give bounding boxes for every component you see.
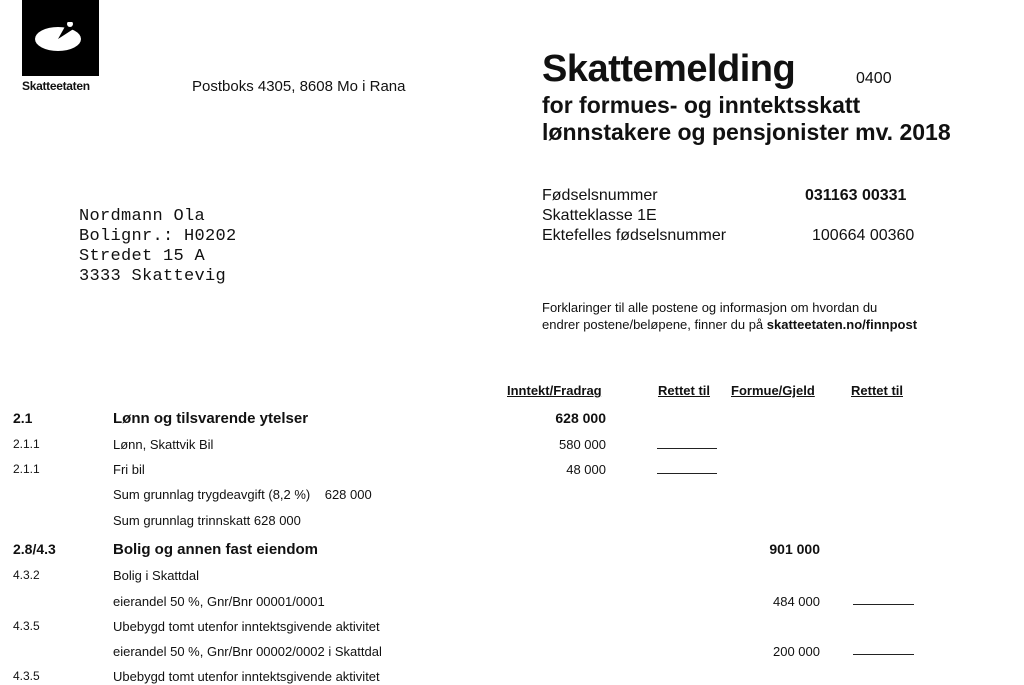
column-corrected-income: Rettet til	[658, 383, 710, 398]
row-description: Bolig i Skattdal	[113, 568, 199, 583]
row-code: 2.1.1	[13, 462, 40, 476]
row-wealth: 901 000	[769, 541, 820, 557]
row-income: 580 000	[559, 437, 606, 452]
recipient-unit: Bolignr.: H0202	[79, 227, 237, 246]
recipient-street: Stredet 15 A	[79, 247, 206, 266]
fnr-label: Fødselsnummer	[542, 187, 658, 204]
logo-text: Skatteetaten	[22, 79, 90, 93]
column-wealth: Formue/Gjeld	[731, 383, 815, 398]
corrected-income-field[interactable]	[657, 473, 717, 474]
recipient-name: Nordmann Ola	[79, 207, 206, 226]
row-income: 48 000	[566, 462, 606, 477]
document-title: Skattemelding	[542, 48, 796, 90]
row-code: 2.8/4.3	[13, 541, 56, 557]
row-description: Bolig og annen fast eiendom	[113, 541, 319, 558]
corrected-income-field[interactable]	[657, 448, 717, 449]
form-code: 0400	[856, 70, 892, 87]
row-description: Sum grunnlag trinnskatt 628 000	[113, 513, 301, 528]
row-code: 2.1.1	[13, 437, 40, 451]
logo-mark-icon	[33, 22, 83, 52]
logo	[22, 0, 99, 76]
tax-class: Skatteklasse 1E	[542, 207, 657, 224]
row-code: 4.3.5	[13, 619, 40, 633]
document-subtitle-line2: lønnstakere og pensjonister mv. 2018	[542, 119, 951, 145]
fnr-value: 031163 00331	[805, 187, 907, 204]
row-description: Fri bil	[113, 462, 145, 477]
note-line2	[542, 317, 917, 332]
column-corrected-wealth: Rettet til	[851, 383, 903, 398]
row-description: Ubebygd tomt utenfor inntektsgivende aktivitet	[113, 669, 380, 684]
finnpost-link[interactable]: skatteetaten.no/finnpost	[766, 317, 918, 332]
spouse-fnr-value: 100664 00360	[812, 227, 915, 244]
sender-address: Postboks 4305, 8608 Mo i Rana	[192, 78, 406, 95]
recipient-postal: 3333 Skattevig	[79, 267, 227, 286]
row-description: eierandel 50 %, Gnr/Bnr 00001/0001	[113, 594, 325, 609]
document-subtitle-line1: for formues- og inntektsskatt	[542, 92, 861, 118]
spouse-fnr-label: Ektefelles fødselsnummer	[542, 227, 727, 244]
note-line2-text: endrer postene/beløpene, finner du på	[542, 317, 767, 332]
row-code: 4.3.5	[13, 669, 40, 683]
row-income: 628 000	[555, 410, 606, 426]
row-description: Lønn og tilsvarende ytelser	[113, 410, 309, 427]
row-code: 4.3.2	[13, 568, 40, 582]
row-code: 2.1	[13, 410, 33, 426]
row-description: Sum grunnlag trygdeavgift (8,2 %) 628 000	[113, 487, 372, 502]
note-line1: Forklaringer til alle postene og informasjon om hvordan du	[542, 300, 878, 315]
row-wealth: 484 000	[773, 594, 820, 609]
row-description: Ubebygd tomt utenfor inntektsgivende aktivitet	[113, 619, 380, 634]
row-description: Lønn, Skattvik Bil	[113, 437, 214, 452]
row-description: eierandel 50 %, Gnr/Bnr 00002/0002 i Skattdal	[113, 644, 382, 659]
corrected-wealth-field[interactable]	[853, 604, 914, 605]
row-wealth: 200 000	[773, 644, 820, 659]
corrected-wealth-field[interactable]	[853, 654, 914, 655]
column-income: Inntekt/Fradrag	[507, 383, 602, 398]
